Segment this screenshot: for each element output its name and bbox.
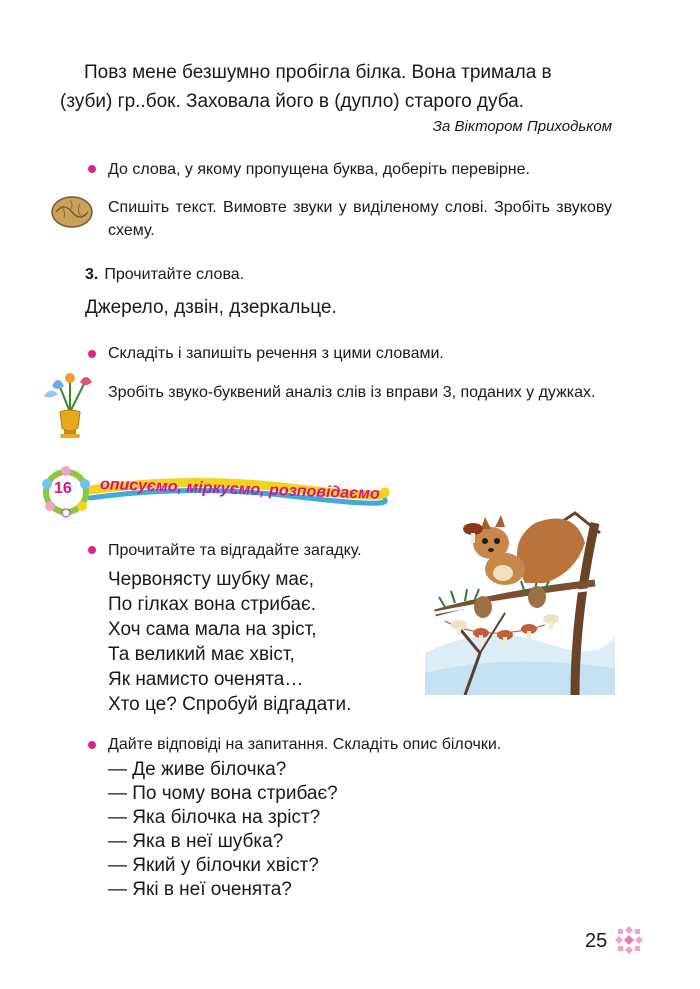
passage-line-2: (зуби) гр..бок. Заховала його в (дупло) старого дуба. — [60, 91, 525, 112]
riddle-line: Як намисто оченята… — [108, 669, 304, 690]
questions-list — [108, 758, 338, 902]
task-2-text: Спишіть текст. Вимовте звуки у виділеному слові. Зробіть звукову схему. — [108, 199, 612, 239]
ornament-icon — [614, 925, 644, 955]
exercise-3-words: Джерело, дзвін, дзеркальце. — [85, 297, 337, 318]
bullet-dot — [88, 350, 96, 358]
exercise-instruction: Прочитайте слова. — [104, 266, 245, 283]
riddle-line: Та великий має хвіст, — [108, 644, 295, 665]
riddle-line: По гілках вона стрибає. — [108, 594, 316, 615]
riddle-line: Хто це? Спробуй відгадати. — [108, 694, 352, 715]
question-item: — Яка білочка на зріст? — [108, 807, 321, 828]
walnut-icon — [50, 194, 94, 230]
flower-vase-icon — [40, 372, 100, 442]
section-title: описуємо, міркуємо, розповідаємо — [99, 476, 381, 503]
section-number: 16 — [54, 480, 72, 497]
riddle-instruction: Прочитайте та відгадайте загадку. — [108, 542, 362, 559]
passage-author: За Віктором Приходьком — [432, 118, 612, 135]
question-item: — Які в неї оченята? — [108, 879, 292, 900]
section-banner — [40, 462, 390, 520]
task-1-text: До слова, у якому пропущена буква, доберіть перевірне. — [108, 161, 530, 178]
question-item: — Який у білочки хвіст? — [108, 855, 319, 876]
riddle-line: Червонясту шубку має, — [108, 569, 314, 590]
squirrel-illustration — [425, 503, 615, 695]
exercise-number: 3. — [85, 266, 99, 283]
riddle-poem — [108, 567, 428, 717]
questions-instruction: Дайте відповіді на запитання. Складіть опис білочки. — [108, 736, 502, 753]
page-number: 25 — [585, 930, 608, 952]
question-item: — Яка в неї шубка? — [108, 831, 284, 852]
text-passage — [60, 58, 612, 116]
task-3-text: Складіть і запишіть речення з цими словами. — [108, 345, 444, 362]
question-item: — Де живе білочка? — [108, 759, 287, 780]
exercise-3-header — [85, 263, 244, 286]
bullet-dot — [88, 546, 96, 554]
question-item: — По чому вона стрибає? — [108, 783, 338, 804]
task-4-text: Зробіть звуко-буквений аналіз слів із вправи 3, поданих у дужках. — [108, 384, 596, 401]
riddle-line: Хоч сама мала на зріст, — [108, 619, 317, 640]
passage-line-1: Повз мене безшумно пробігла білка. Вона тримала в — [84, 62, 552, 83]
bullet-dot — [88, 741, 96, 749]
bullet-dot — [88, 165, 96, 173]
